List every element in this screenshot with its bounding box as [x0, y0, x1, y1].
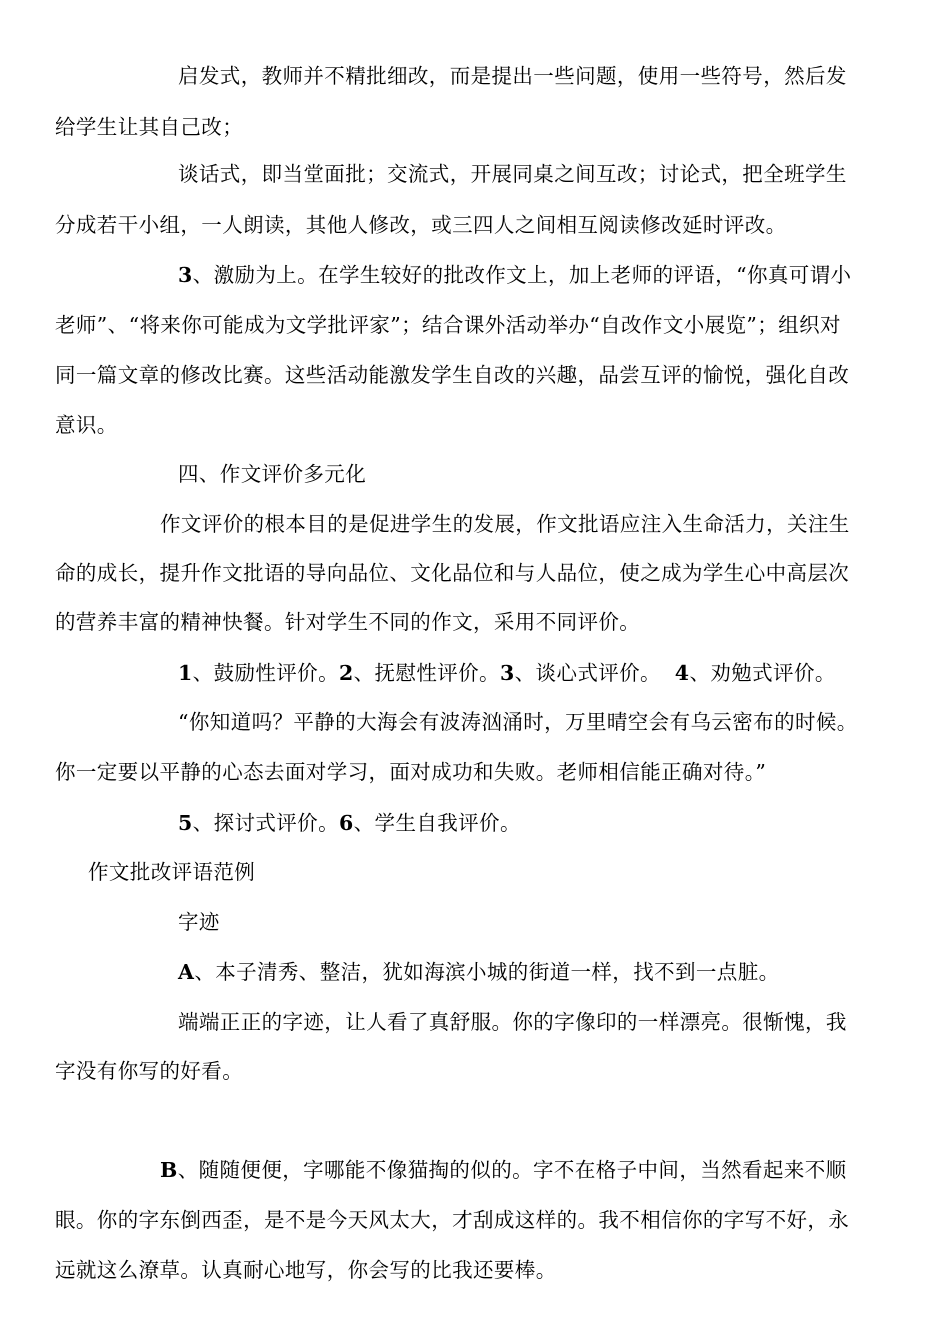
example-line	[160, 1158, 847, 1182]
paragraph-line: 远就这么潦草。认真耐心地写，你会写的比我还要棒。	[55, 1258, 557, 1282]
paragraph-line: 同一篇文章的修改比赛。这些活动能激发学生自改的兴趣，品尝互评的愉悦，强化自改	[55, 363, 850, 387]
list-item-text: 、学生自我评价。	[353, 811, 521, 835]
paragraph-text: 、激励为上。在学生较好的批改作文上，加上老师的评语，“你真可谓小	[192, 263, 852, 287]
list-item-text: 、鼓励性评价。	[192, 661, 339, 685]
paragraph-line	[178, 263, 851, 287]
subsection-label: 字迹	[178, 910, 220, 934]
example-text: 、本子清秀、整洁，犹如海滨小城的街道一样，找不到一点脏。	[194, 960, 780, 984]
paragraph-line: 作文评价的根本目的是促进学生的发展，作文批语应注入生命活力，关注生	[160, 512, 850, 536]
paragraph-line: 眼。你的字东倒西歪，是不是今天风太大，才刮成这样的。我不相信你的字写不好，永	[55, 1208, 850, 1232]
example-line	[178, 960, 780, 984]
example-letter: B	[160, 1158, 178, 1182]
paragraph-line: 命的成长，提升作文批语的导向品位、文化品位和与人品位，使之成为学生心中高层次	[55, 561, 850, 585]
paragraph-line: 的营养丰富的精神快餐。针对学生不同的作文，采用不同评价。	[55, 610, 641, 634]
list-item-text: 、抚慰性评价。	[353, 661, 500, 685]
example-letter: A	[178, 960, 195, 984]
list-number: 5	[178, 811, 193, 835]
quote-line: “你知道吗？平静的大海会有波涛汹涌时，万里晴空会有乌云密布的时候。	[178, 710, 858, 734]
list-item-text: 、探讨式评价。	[192, 811, 339, 835]
list-item-text: 、劝勉式评价。	[689, 661, 836, 685]
paragraph-line: 分成若干小组，一人朗读，其他人修改，或三四人之间相互阅读修改延时评改。	[55, 213, 787, 237]
paragraph-line: 启发式，教师并不精批细改，而是提出一些问题，使用一些符号，然后发	[178, 64, 847, 88]
list-number: 2	[338, 661, 354, 685]
list-number: 4	[674, 661, 690, 685]
list-number: 3	[178, 263, 193, 287]
list-number: 1	[178, 661, 193, 685]
section-heading: 四、作文评价多元化	[178, 462, 367, 486]
quote-line: 你一定要以平静的心态去面对学习，面对成功和失败。老师相信能正确对待。”	[55, 760, 767, 784]
list-number: 3	[499, 661, 515, 685]
evaluation-list-line	[178, 661, 836, 685]
list-number: 6	[338, 811, 354, 835]
paragraph-line: 给学生让其自己改；	[55, 115, 244, 139]
evaluation-list-line	[178, 811, 521, 835]
paragraph-line: 端端正正的字迹，让人看了真舒服。你的字像印的一样漂亮。很惭愧，我	[178, 1010, 847, 1034]
subsection-heading: 作文批改评语范例	[88, 860, 256, 884]
list-item-text: 、谈心式评价。	[514, 661, 668, 685]
paragraph-line: 老师”、“将来你可能成为文学批评家”；结合课外活动举办“自改作文小展览”；组织对	[55, 313, 841, 337]
paragraph-line: 意识。	[55, 413, 118, 437]
paragraph-line: 谈话式，即当堂面批；交流式，开展同桌之间互改；讨论式，把全班学生	[178, 162, 847, 186]
paragraph-line: 字没有你写的好看。	[55, 1059, 244, 1083]
example-text: 、随随便便，字哪能不像猫掏的似的。字不在格子中间，当然看起来不顺	[177, 1158, 847, 1182]
